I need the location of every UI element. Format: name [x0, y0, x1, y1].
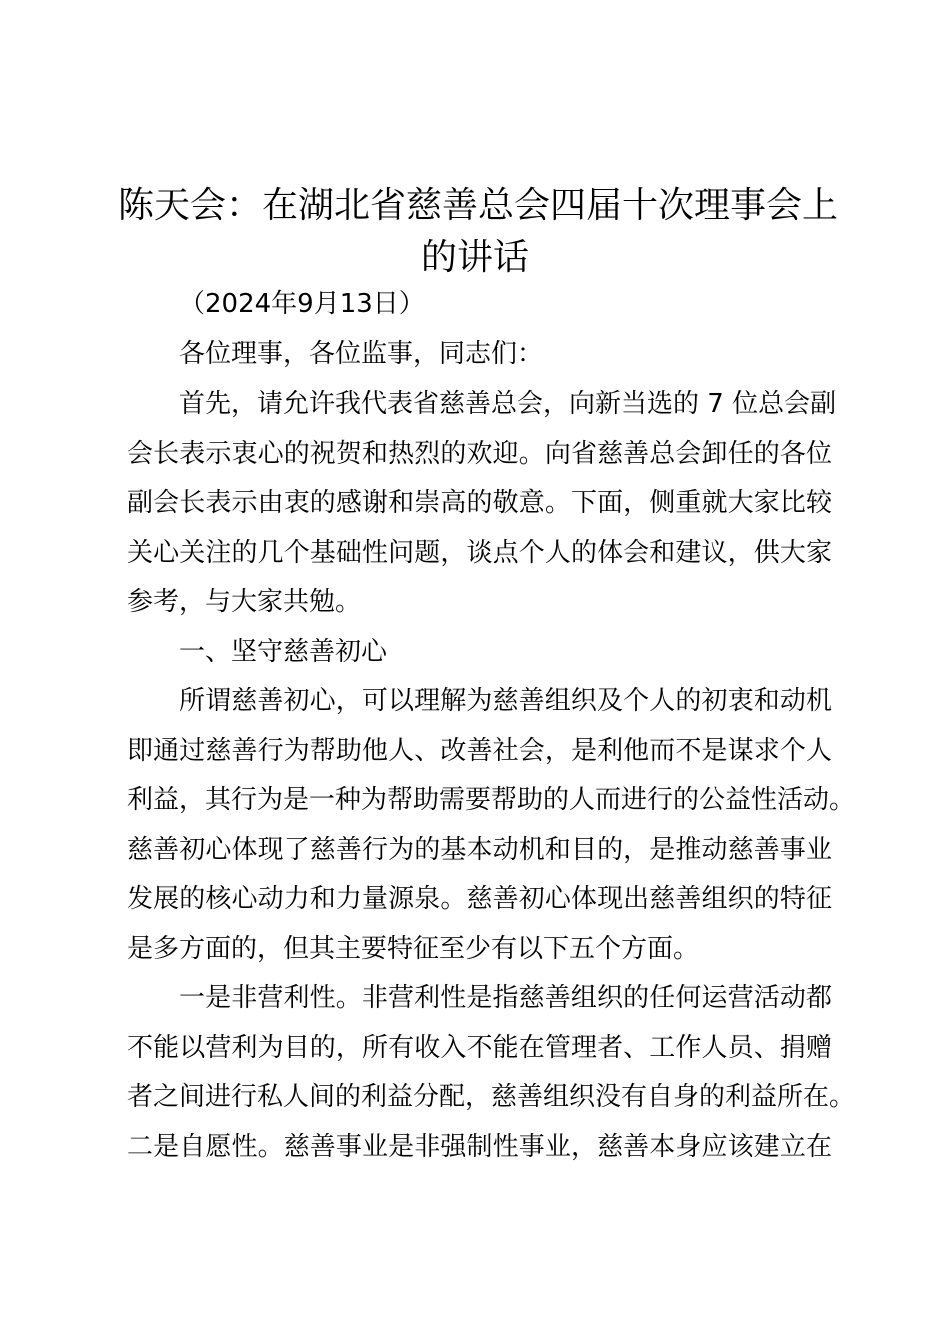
- date-text: （2024年9月13日）: [179, 289, 425, 319]
- paragraph-opening: [127, 380, 837, 628]
- paragraph-line: 发展的核心动力和力量源泉。慈善初心体现出慈善组织的特征: [127, 884, 832, 914]
- paragraph-charity-intent: [127, 677, 856, 974]
- paragraph-line: 会长表示衷心的祝贺和热烈的欢迎。向省慈善总会卸任的各位: [127, 438, 832, 469]
- paragraph-line: 副会长表示由衷的感谢和崇高的敬意。下面，侧重就大家比较: [127, 488, 832, 518]
- paragraph-line: 不能以营利为目的，所有收入不能在管理者、工作人员、捐赠: [127, 1032, 832, 1063]
- title-line-2: 的讲话: [420, 237, 529, 278]
- paragraph-line: 二是自愿性。慈善事业是非强制性事业，慈善本身应该建立在: [127, 1131, 832, 1162]
- paragraph-line: 一是非营利性。非营利性是指慈善组织的任何运营活动都: [179, 983, 832, 1013]
- paragraph-line: 所谓慈善初心，可以理解为慈善组织及个人的初衷和动机: [179, 686, 832, 716]
- paragraph-line: 慈善初心体现了慈善行为的基本动机和目的，是推动慈善事业: [127, 834, 832, 865]
- paragraph-line: 利益，其行为是一种为帮助需要帮助的人而进行的公益性活动。: [127, 785, 856, 815]
- paragraph-line: 关心关注的几个基础性问题，谈点个人的体会和建议，供大家: [127, 537, 832, 568]
- paragraph-line: 参考，与大家共勉。: [127, 587, 362, 617]
- title-line-1: 陈天会：在湖北省慈善总会四届十次理事会上: [118, 185, 839, 226]
- salutation: [127, 330, 832, 380]
- document-title: [118, 180, 839, 284]
- paragraph-line: 是多方面的，但其主要特征至少有以下五个方面。: [127, 933, 700, 964]
- section-heading-1: [127, 628, 832, 678]
- paragraph-characteristics: [127, 974, 856, 1172]
- paragraph-line: 者之间进行私人间的利益分配，慈善组织没有自身的利益所在。: [127, 1082, 856, 1112]
- paragraph-line: 首先，请允许我代表省慈善总会，向新当选的 7 位总会副: [179, 389, 837, 419]
- section-heading-text: 一、坚守慈善初心: [179, 637, 388, 667]
- speech-date: [127, 280, 832, 330]
- paragraph-line: 即通过慈善行为帮助他人、改善社会，是利他而不是谋求个人: [127, 735, 832, 766]
- salutation-text: 各位理事，各位监事，同志们：: [179, 339, 544, 369]
